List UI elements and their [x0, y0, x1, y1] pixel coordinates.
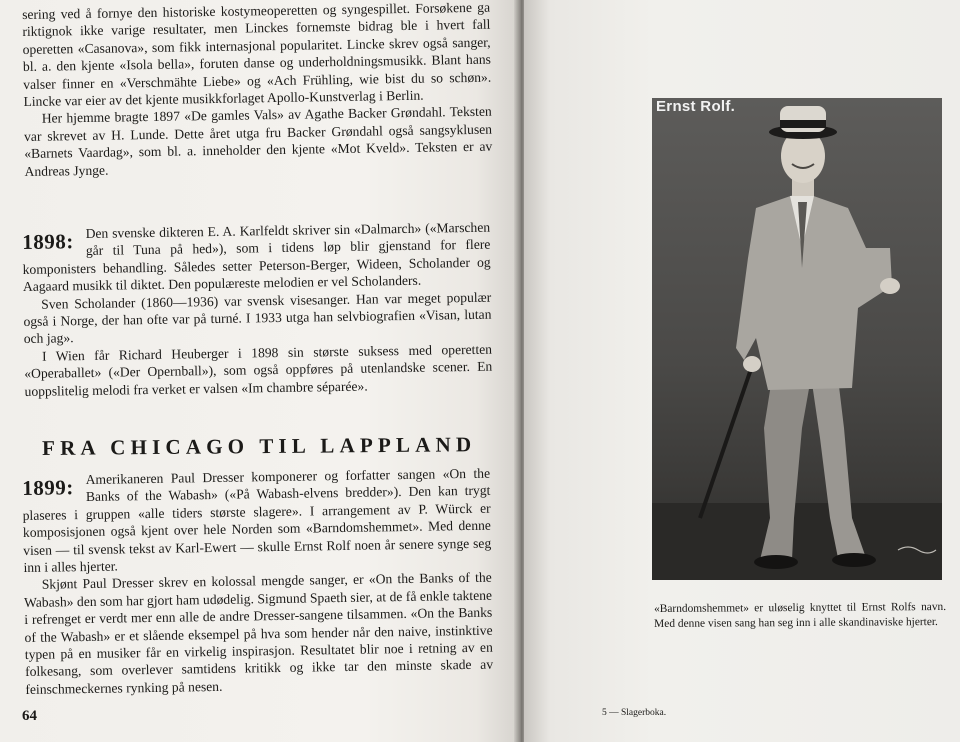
paragraph: Sven Scholander (1860—1936) var svensk visesanger. Han var meget populær også i Norge, der han ofte var på turné. I 1933 utga han selvbiografien «Visan, lutan och jag».: [23, 289, 492, 347]
paragraph: Amerikaneren Paul Dresser komponerer og forfatter sangen «On the Banks of the Wabash» («På Wabash-elvens bredder»). Den kan trygt plaseres i gruppen «alle tiders største slagere». I arrangement av P. Würck er komposisjonen også kjent over hele Norden som «Barndomshemmet». Med denne visen — til svensk tekst av Karl-Ewert — skulle Ernst Rolf noen år senere synge seg inn i alles hjerter.: [22, 465, 492, 576]
text-block-1899: [22, 465, 493, 699]
paragraph: Her hjemme bragte 1897 «De gamles Vals» av Agathe Backer Grøndahl. Teksten var skrevet av H. Lunde. Dette året utga fru Backer Grøndahl også sangsyklusen «Barnets Vaardag», som bl. a. inneholder den kjente «Mot Kveld». Teksten er av Andreas Jynge.: [23, 104, 493, 179]
portrait-photo: [652, 98, 942, 580]
page-footer: 5 — Slagerboka.: [602, 708, 667, 718]
paragraph: Skjønt Paul Dresser skrev en kolossal mengde sanger, er «On the Banks of the Wabash» den som har gjort ham udødelig. Sigmund Spaeth sier, at de få enkle taktene i refrenget er verdt mer enn alle de andre Dresser-sangene tilsammen. «On the Banks of the Wabash» er et slående eksempel på hva som hender når den naive, instinktive typen på en musiker får en virkelig inspirasjon. Resultatet blir noe i retning av en folkesang, som overlever samtidens kritikk og ikke tar den minste skade av feinschmeckernes rynking på nesen.: [23, 570, 494, 697]
section-heading: FRA CHICAGO TIL LAPPLAND: [42, 432, 477, 460]
text-block-1898: [22, 219, 493, 400]
paragraph: Den svenske dikteren E. A. Karlfeldt skriver sin «Dalmarch» («Marschen går til Tuna på hed»), som i tidens løp blir gjenstand for flere komponisters behandling. Således setter Peterson-Berger, Wideen, Scholander og Aagaard musikk til diktet. Den populæreste melodien er vel Scholanders.: [22, 219, 491, 295]
paragraph: sering ved å fornye den historiske kostymeoperetten og syngespillet. Forsøkene ga riktignok ikke varige resultater, men Linckes fornemste bidrag ble i hvert fall operetten «Casanova», som fikk internasjonal popularitet. Lincke skrev også sanger, bl. a. den kjente «Isola bella», foruten danse og underholdningsmusikk. Blant hans valser finner en «Verschmähte Liebe» og «Ach Frühling, wie bist du so schøn». Lincke var eier av det kjente musikkforlaget Apollo-Kunstverlag i Berlin.: [22, 0, 492, 110]
year-1899: 1899:: [22, 475, 74, 500]
year-1898: 1898:: [22, 229, 74, 254]
photo-caption: «Barndomshemmet» er uløselig knyttet til Ernst Rolfs navn. Med denne visen sang han seg inn i alle skandinaviske hjerter.: [654, 600, 947, 631]
man-with-cane-illustration: [652, 98, 942, 580]
paragraph: I Wien får Richard Heuberger i 1898 sin største suksess med operetten «Operaballet» («Der Opernball»), som også oppføres på utenlandske scener. En uoppslitelig melodi fra verket er valsen «Im chambre séparée».: [24, 341, 493, 399]
text-block-1: [22, 0, 493, 180]
page-number: 64: [22, 708, 37, 724]
photo-label: Ernst Rolf.: [656, 98, 736, 115]
